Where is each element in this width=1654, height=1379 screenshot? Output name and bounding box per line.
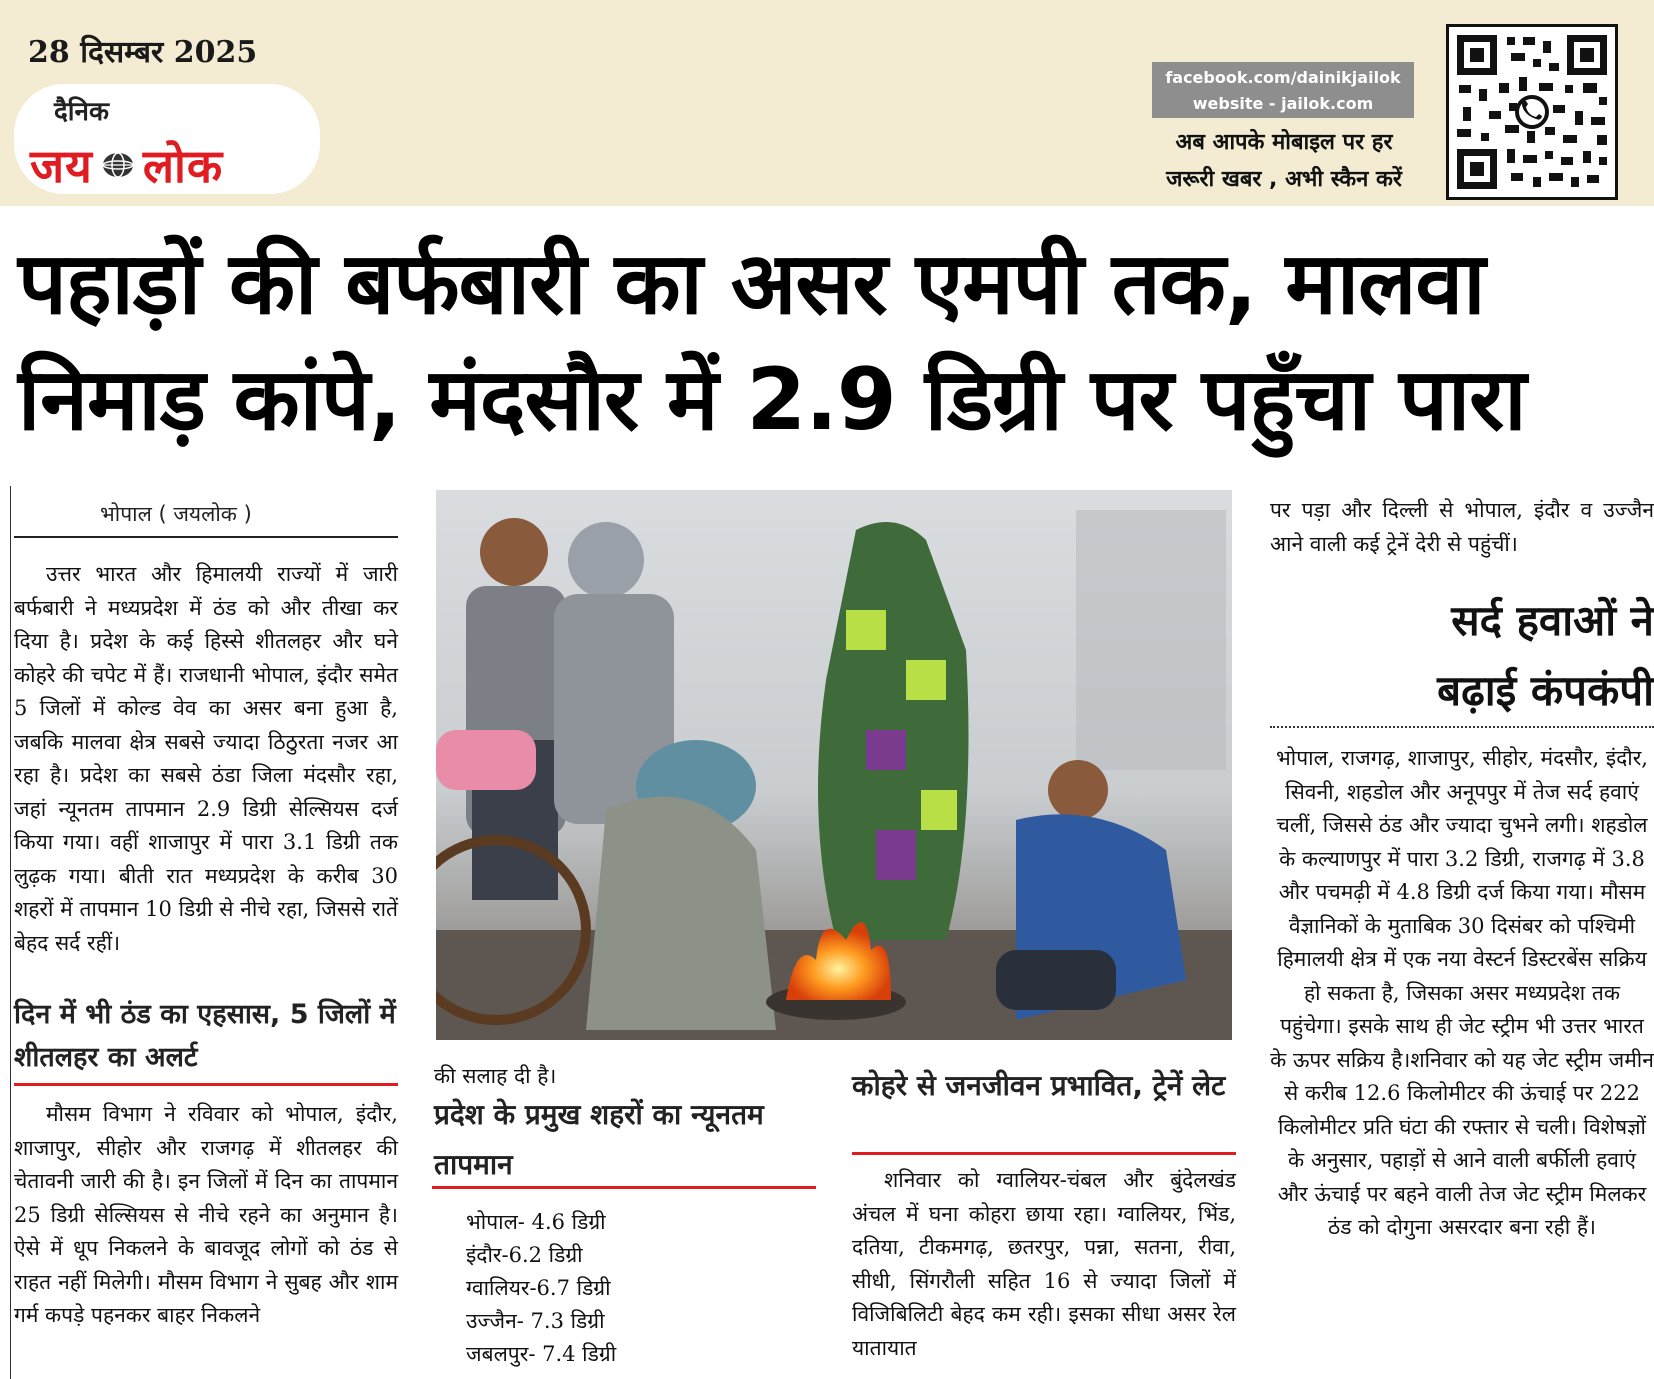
list-item: उज्जैन- 7.3 डिग्री bbox=[466, 1309, 605, 1333]
subheading-line-1: सर्द हवाओं ने bbox=[1451, 596, 1654, 645]
list-item: ग्वालियर-6.7 डिग्री bbox=[466, 1276, 611, 1300]
subheading-rule bbox=[852, 1152, 1236, 1155]
subheading-city-temps: प्रदेश के प्रमुख शहरों का न्यूनतम तापमान bbox=[434, 1098, 764, 1181]
list-item: इंदौर-6.2 डिग्री bbox=[466, 1243, 583, 1267]
subheading-rule bbox=[1270, 726, 1654, 728]
qr-pattern bbox=[1449, 27, 1615, 197]
main-headline bbox=[18, 226, 1654, 458]
dateline: भोपाल ( जयलोक ) bbox=[100, 502, 252, 526]
logo-small-text: दैनिक bbox=[54, 97, 109, 127]
issue-date: 28 दिसम्बर 2025 bbox=[28, 35, 258, 70]
column-rule bbox=[10, 486, 11, 1379]
social-info-box bbox=[1152, 62, 1414, 118]
body-paragraph-1: उत्तर भारत और हिमालयी राज्यों में जारी बर्फबारी ने मध्यप्रदेश में ठंड को और तीखा कर दिया है। प्रदेश के कई हिस्से शीतलहर और घने कोहरे की चपेट में हैं। राजधानी भोपाल, इंदौर समेत 5 जिलों में कोल्ड वेव का असर बना हुआ है, जबकि मालवा क्षेत्र सबसे ज्यादा ठिठुरता नजर आ रहा है। प्रदेश का सबसे ठंडा जिला मंदसौर रहा, जहां न्यूनतम तापमान 2.9 डिग्री सेल्सियस दर्ज किया गया। वहीं शाजापुर में पारा 3.1 डिग्री तक लुढ़क गया। बीती रात मध्यप्रदेश के करीब 30 शहरों में तापमान 10 डिग्री से नीचे रहा, जिससे रातें बेहद सर्द रहीं। bbox=[14, 562, 398, 955]
globe-icon bbox=[101, 148, 135, 182]
subheading-rule bbox=[432, 1186, 816, 1189]
scan-tagline: अब आपके मोबाइल पर हर जरूरी खबर , अभी स्कैन करें bbox=[1166, 130, 1402, 192]
logo-main-text bbox=[30, 134, 223, 196]
subheading-cold-alert: दिन में भी ठंड का एहसास, 5 जिलों में शीतलहर का अलर्ट bbox=[14, 999, 396, 1073]
dateline-rule bbox=[14, 536, 398, 538]
body-paragraph-continued-2: पर पड़ा और दिल्ली से भोपाल, इंदौर व उज्जैन आने वाली कई ट्रेनें देरी से पहुंचीं। bbox=[1270, 498, 1654, 556]
qr-code-icon[interactable] bbox=[1446, 24, 1618, 200]
headline-line-2: निमाड़ कांपे, मंदसौर में 2.9 डिग्री पर पहुँचा पारा bbox=[18, 350, 1526, 450]
website-link[interactable]: website - jailok.com bbox=[1192, 94, 1374, 113]
body-paragraph-3: शनिवार को ग्वालियर-चंबल और बुंदेलखंड अंचल में घना कोहरा छाया रहा। ग्वालियर, भिंड, दतिया, टीकमगढ़, छतरपुर, पन्ना, सतना, रीवा, सीधी, सिंगरौली सहित 16 से ज्यादा जिलों में विजिबिलिटी बेहद कम रही। इसका सीधा असर रेल यातायात bbox=[852, 1168, 1236, 1360]
body-paragraph-continued: की सलाह दी है। bbox=[434, 1064, 557, 1088]
list-item: भोपाल- 4.6 डिग्री bbox=[466, 1210, 606, 1234]
news-photo bbox=[436, 490, 1232, 1040]
body-paragraph-4: भोपाल, राजगढ़, शाजापुर, सीहोर, मंदसौर, इंदौर, सिवनी, शहडोल और अनूपपुर में तेज सर्द हवाएं चलीं, जिससे ठंड और ज्यादा चुभने लगी। शहडोल के कल्याणपुर में पारा 3.2 डिग्री, राजगढ़ में 3.8 और पचमढ़ी में 4.8 डिग्री दर्ज किया गया। मौसम वैज्ञानिकों के मुताबिक 30 दिसंबर को पश्चिमी हिमालयी क्षेत्र में एक नया वेस्टर्न डिस्टरबेंस सक्रिय हो सकता है, जिसका असर मध्यप्रदेश तक पहुंचेगा। इसके साथ ही जेट स्ट्रीम भी उत्तर भारत के ऊपर सक्रिय है।शनिवार को यह जेट स्ट्रीम जमीन से करीब 12.6 किलोमीटर की ऊंचाई पर 222 किलोमीटर प्रति घंटा की रफ्तार से चली। विशेषज्ञों के अनुसार, पहाड़ों से आने वाली बर्फीली हवाएं और ऊंचाई पर बहने वाली तेज जेट स्ट्रीम मिलकर ठंड को दोगुना असरदार बना रही हैं। bbox=[1270, 746, 1654, 1239]
subheading-rule bbox=[14, 1083, 398, 1086]
logo-word-2: लोक bbox=[142, 139, 224, 193]
photo-illustration bbox=[436, 490, 1232, 1040]
subheading-fog: कोहरे से जनजीवन प्रभावित, ट्रेनें लेट bbox=[852, 1069, 1226, 1102]
logo-word-1: जय bbox=[30, 139, 93, 193]
headline-line-1: पहाड़ों की बर्फबारी का असर एमपी तक, मालवा bbox=[18, 234, 1485, 334]
facebook-link[interactable]: facebook.com/dainikjailok bbox=[1165, 68, 1401, 87]
masthead bbox=[0, 0, 1654, 206]
subheading-line-2: बढ़ाई कंपकंपी bbox=[1437, 666, 1654, 715]
list-item: जबलपुर- 7.4 डिग्री bbox=[466, 1342, 617, 1366]
body-paragraph-2: मौसम विभाग ने रविवार को भोपाल, इंदौर, शाजापुर, सीहोर और राजगढ़ में शीतलहर की चेतावनी जारी की है। इन जिलों में दिन का तापमान 25 डिग्री सेल्सियस से नीचे रहने का अनुमान है। ऐसे में धूप निकलने के बावजूद लोगों को ठंड से राहत नहीं मिलेगी। मौसम विभाग ने सुबह और शाम गर्म कपड़े पहनकर बाहर निकलने bbox=[14, 1102, 398, 1327]
city-temperature-list bbox=[466, 1206, 616, 1371]
subheading-cold-winds bbox=[1270, 586, 1654, 726]
